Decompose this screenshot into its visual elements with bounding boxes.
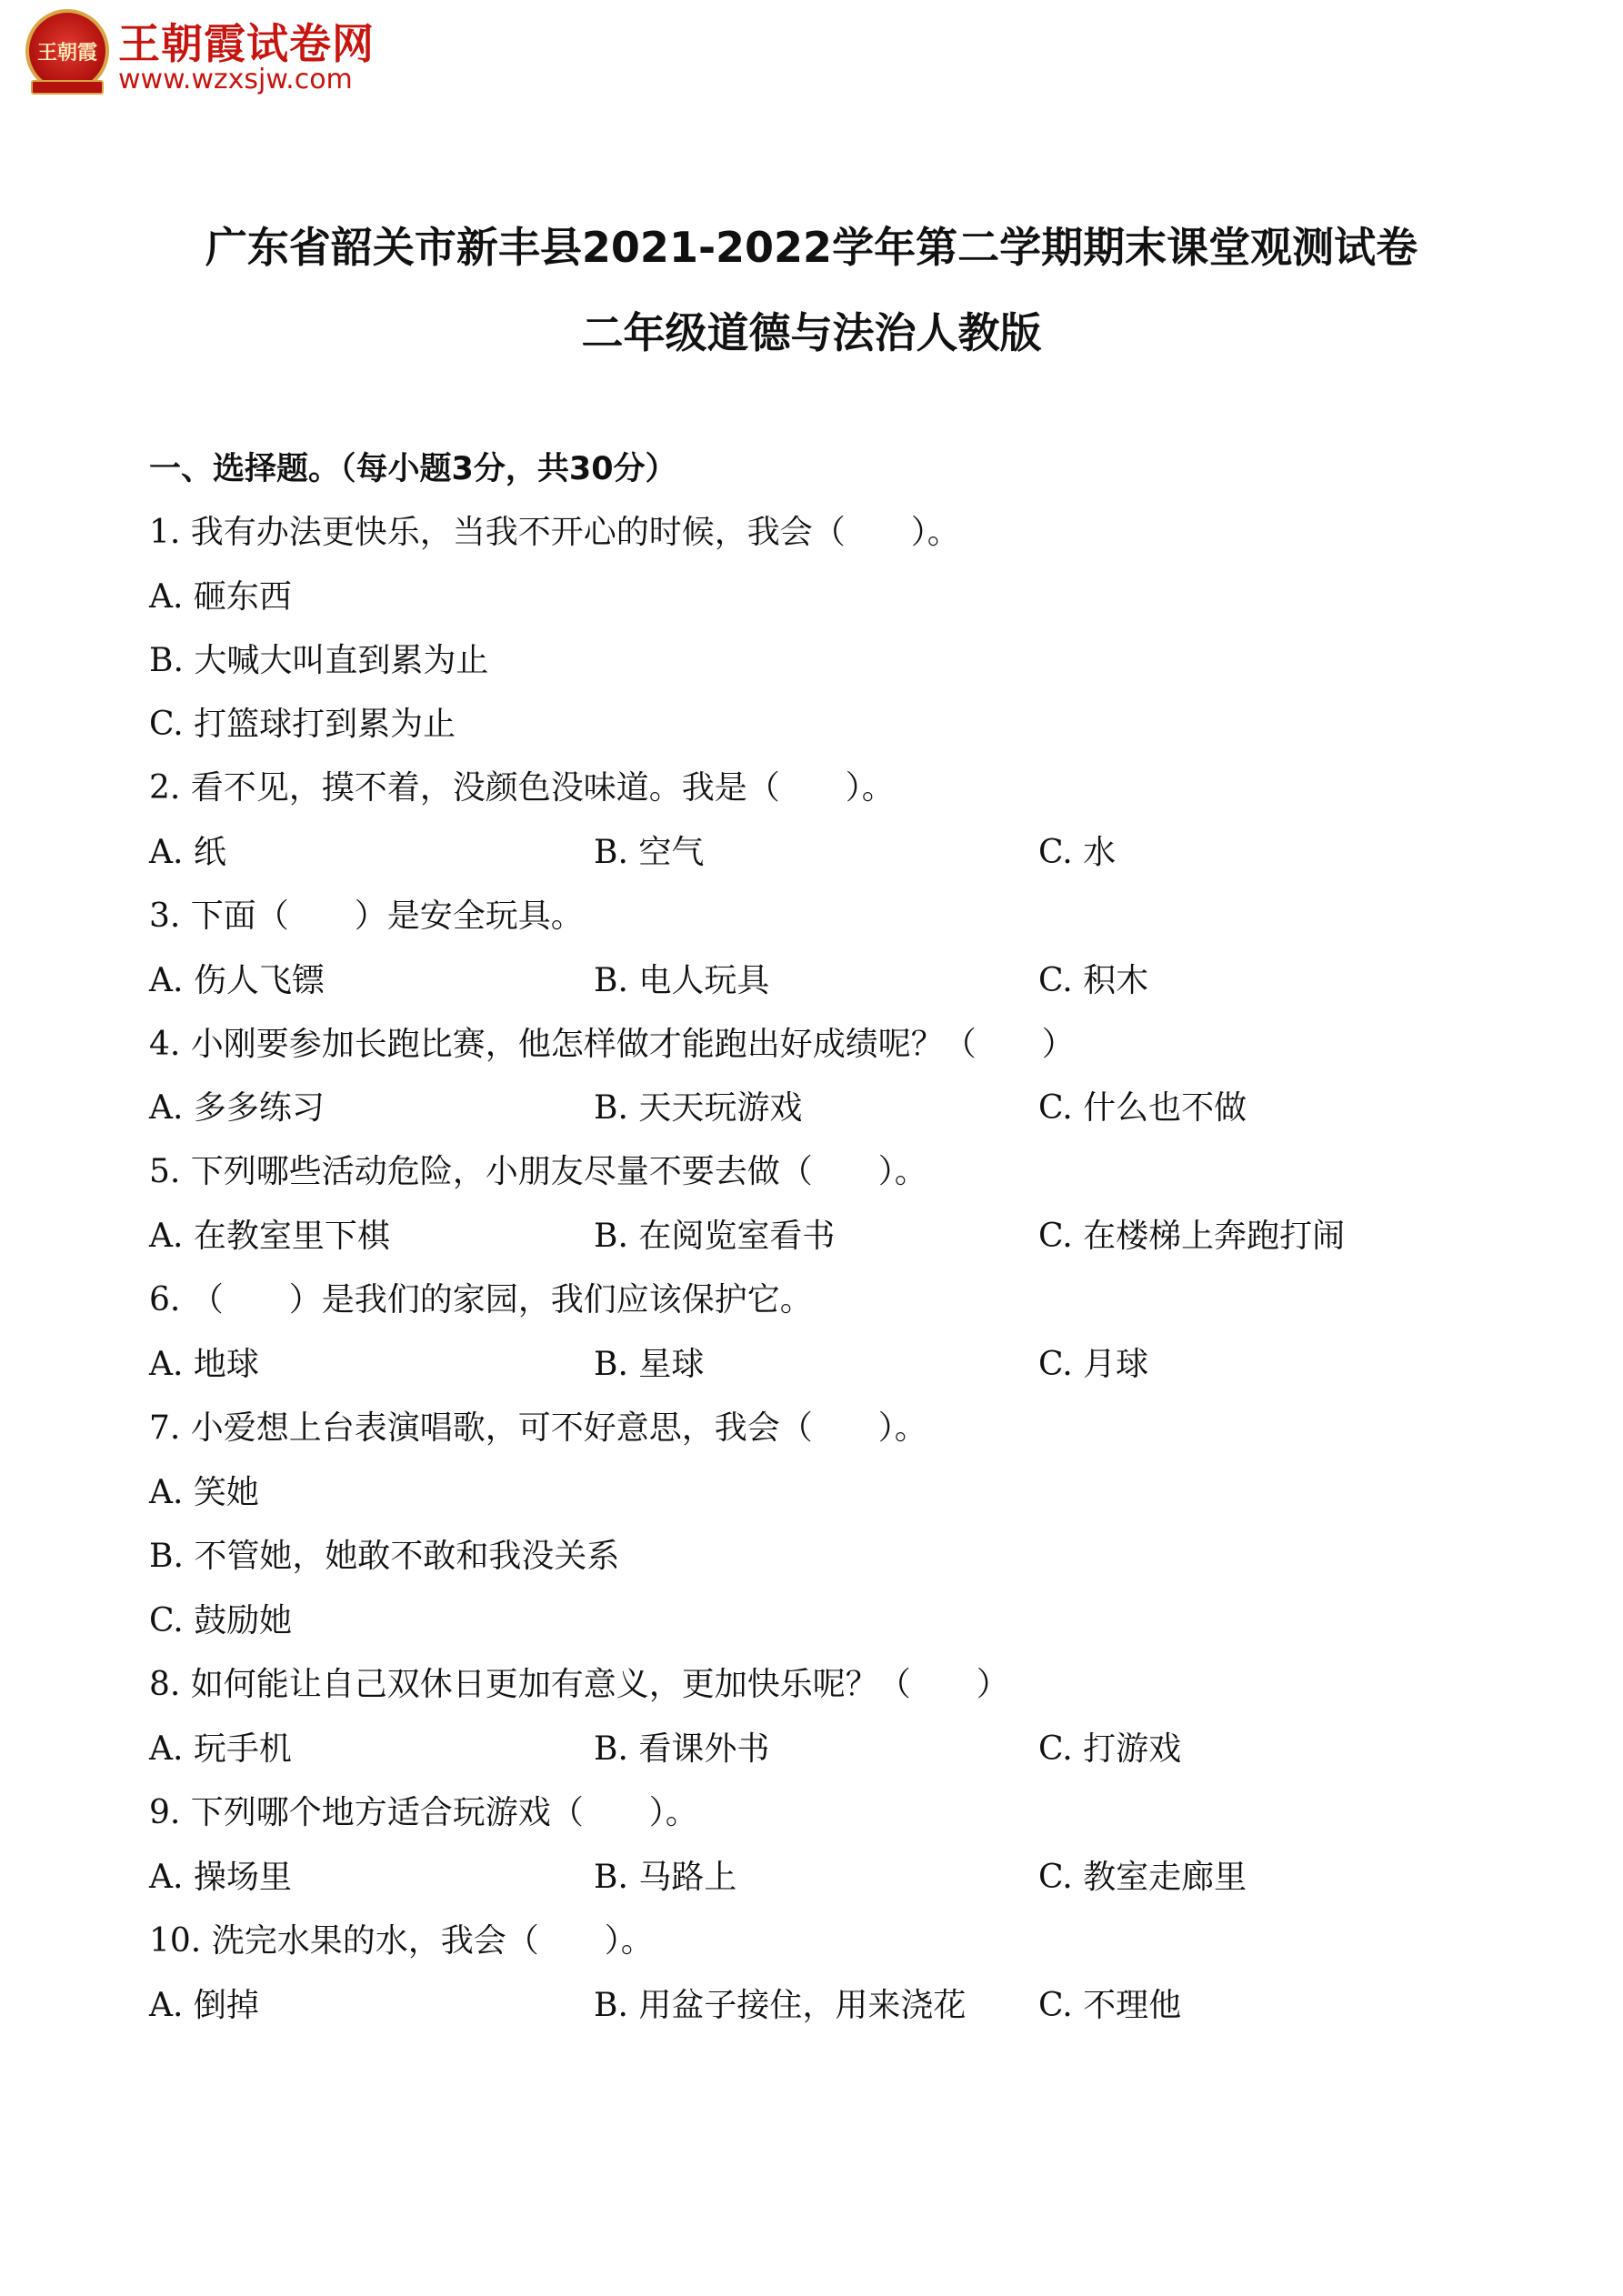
option-b: B. 看课外书 bbox=[594, 1730, 770, 1768]
option-a: A. 倒掉 bbox=[149, 1987, 259, 2024]
option-b: B. 不管她，她敢不敢和我没关系 bbox=[149, 1538, 620, 1575]
question-stem: 8. 如何能让自己双休日更加有意义，更加快乐呢？（ ） bbox=[149, 1666, 1009, 1703]
question-stem: 3. 下面（ ）是安全玩具。 bbox=[149, 897, 584, 935]
option-a: A. 多多练习 bbox=[149, 1089, 325, 1127]
option-b: B. 马路上 bbox=[594, 1859, 737, 1896]
option-c: C. 月球 bbox=[1038, 1346, 1149, 1383]
option-a: A. 笑她 bbox=[149, 1474, 259, 1511]
question-stem: 1. 我有办法更快乐，当我不开心的时候，我会（ ）。 bbox=[149, 514, 960, 551]
option-c: C. 积木 bbox=[1038, 962, 1149, 999]
option-b: B. 星球 bbox=[594, 1346, 705, 1383]
option-c: C. 鼓励她 bbox=[149, 1602, 293, 1639]
option-a: A. 在教室里下棋 bbox=[149, 1218, 390, 1255]
option-c: C. 教室走廊里 bbox=[1038, 1859, 1247, 1896]
option-c: C. 水 bbox=[1038, 834, 1117, 871]
question-stem: 6. （ ）是我们的家园，我们应该保护它。 bbox=[149, 1281, 813, 1318]
question-stem: 10. 洗完水果的水，我会（ ）。 bbox=[149, 1922, 654, 1960]
option-a: A. 玩手机 bbox=[149, 1730, 292, 1768]
seal-ribbon bbox=[31, 80, 104, 95]
question-stem: 4. 小刚要参加长跑比赛，他怎样做才能跑出好成绩呢？（ ） bbox=[149, 1026, 1075, 1063]
question-stem: 7. 小爱想上台表演唱歌，可不好意思，我会（ ）。 bbox=[149, 1409, 927, 1447]
option-c: C. 在楼梯上奔跑打闹 bbox=[1038, 1218, 1346, 1255]
question-stem: 2. 看不见，摸不着，没颜色没味道。我是（ ）。 bbox=[149, 769, 895, 807]
brand-name: 王朝霞试卷网 bbox=[118, 19, 375, 68]
seal-text: 王朝霞 bbox=[36, 41, 97, 65]
option-b: B. 大喊大叫直到累为止 bbox=[149, 642, 489, 679]
exam-title: 广东省韶关市新丰县2021-2022学年第二学期期末课堂观测试卷 bbox=[205, 223, 1418, 272]
section-heading: 一、选择题。（每小题3分，共30分） bbox=[149, 451, 677, 487]
option-c: C. 什么也不做 bbox=[1038, 1089, 1247, 1127]
option-c: C. 不理他 bbox=[1038, 1987, 1182, 2024]
option-c: C. 打游戏 bbox=[1038, 1730, 1182, 1768]
option-a: A. 纸 bbox=[149, 834, 226, 871]
question-stem: 9. 下列哪个地方适合玩游戏（ ）。 bbox=[149, 1794, 698, 1831]
option-b: B. 在阅览室看书 bbox=[594, 1218, 836, 1255]
option-c: C. 打篮球打到累为止 bbox=[149, 706, 456, 743]
option-b: B. 电人玩具 bbox=[594, 962, 770, 999]
option-a: A. 砸东西 bbox=[149, 578, 292, 616]
option-a: A. 操场里 bbox=[149, 1859, 292, 1896]
option-b: B. 天天玩游戏 bbox=[594, 1089, 803, 1127]
option-a: A. 伤人飞镖 bbox=[149, 962, 325, 999]
option-b: B. 空气 bbox=[594, 834, 705, 871]
brand-url: www.wzxsjw.com bbox=[118, 64, 353, 95]
option-a: A. 地球 bbox=[149, 1346, 259, 1383]
exam-subtitle: 二年级道德与法治人教版 bbox=[581, 308, 1042, 357]
option-b: B. 用盆子接住，用来浇花 bbox=[594, 1987, 967, 2024]
question-stem: 5. 下列哪些活动危险，小朋友尽量不要去做（ ）。 bbox=[149, 1153, 927, 1190]
